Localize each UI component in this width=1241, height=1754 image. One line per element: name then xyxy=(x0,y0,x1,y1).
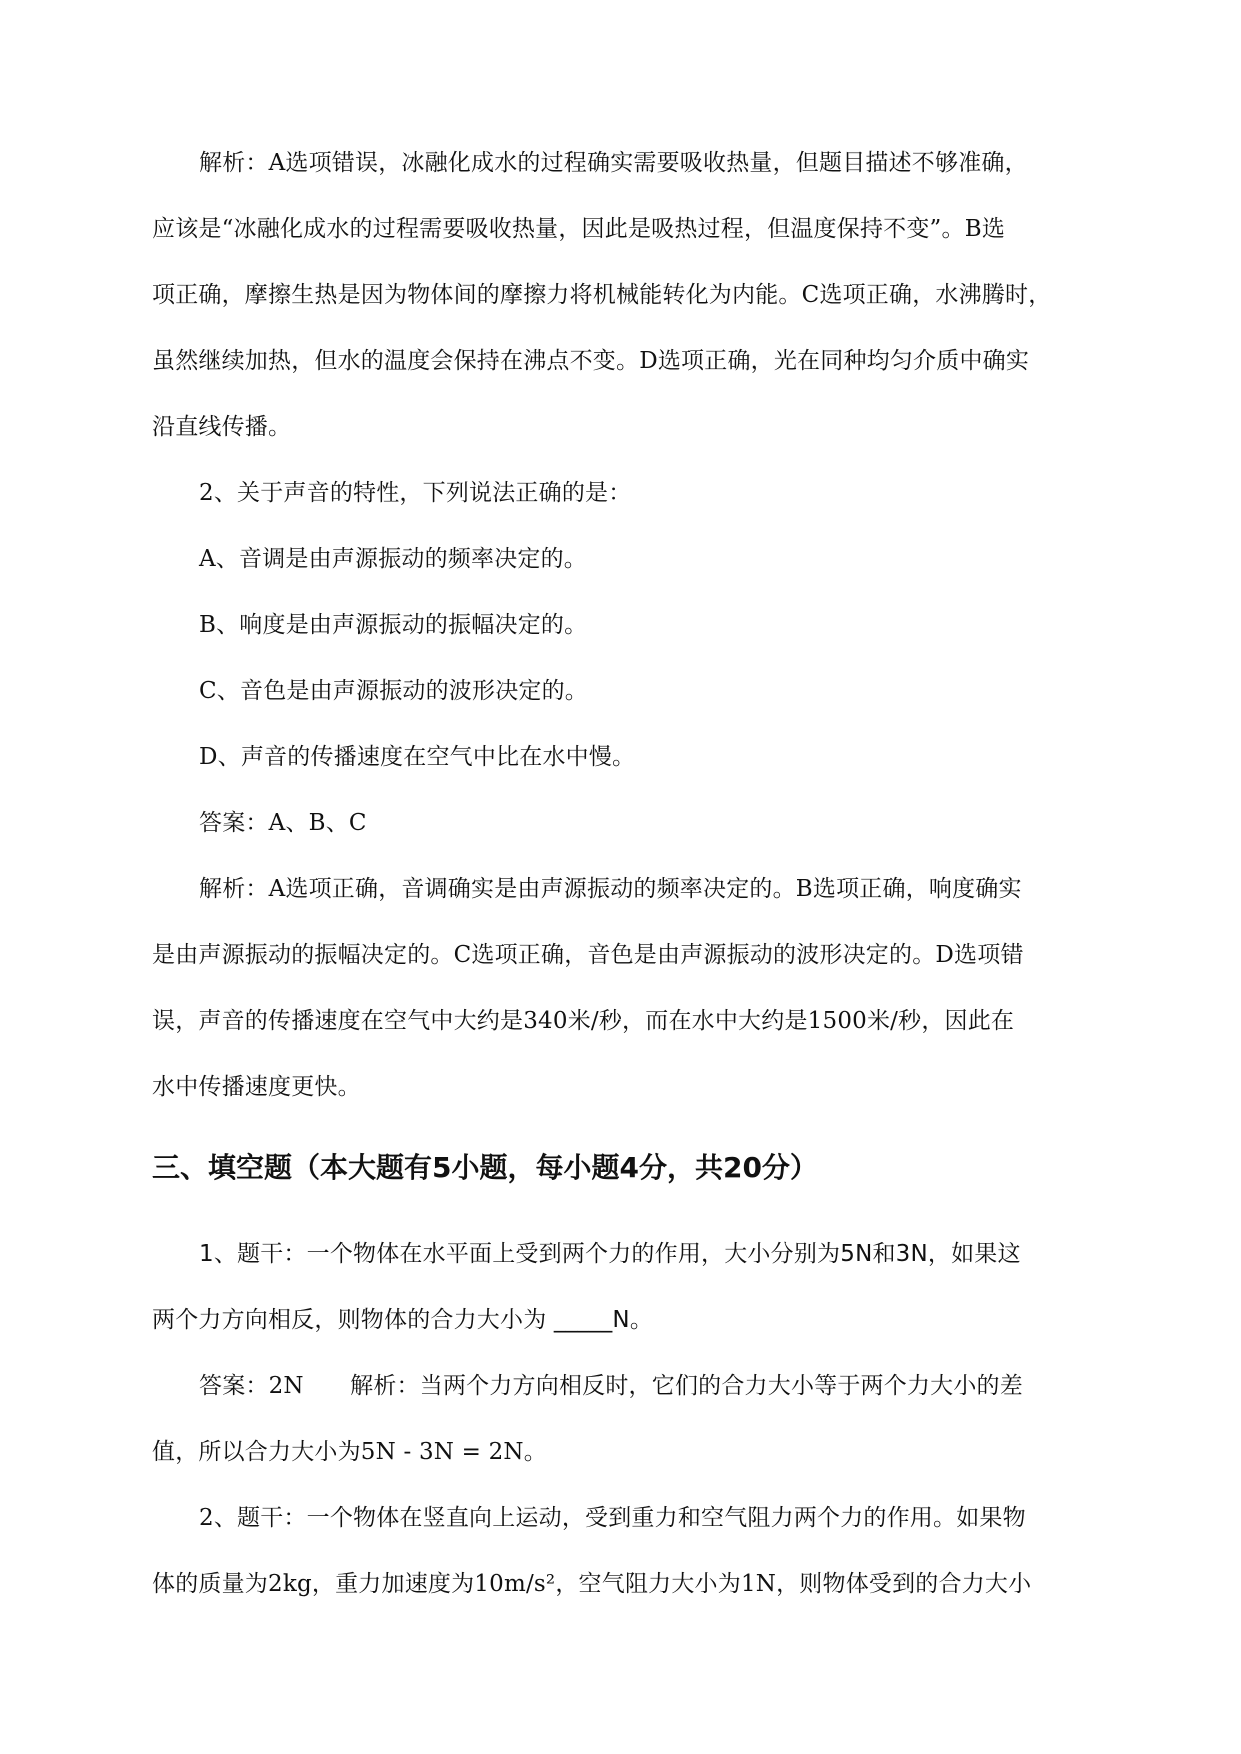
q2-answer: 答案：A、B、C xyxy=(199,810,367,836)
fill-q1-answer-line-2: 值，所以合力大小为5N - 3N = 2N。 xyxy=(152,1439,547,1465)
q1-analysis-line-4: 虽然继续加热，但水的温度会保持在沸点不变。D选项正确，光在同种均匀介质中确实 xyxy=(152,348,1030,374)
q2-analysis-line-4: 水中传播速度更快。 xyxy=(152,1074,361,1100)
q1-analysis-line-5: 沿直线传播。 xyxy=(152,414,292,440)
q2-analysis-line-2: 是由声源振动的振幅决定的。C选项正确，音色是由声源振动的波形决定的。D选项错 xyxy=(152,942,1024,968)
q2-option-c: C、音色是由声源振动的波形决定的。 xyxy=(199,678,588,704)
q1-analysis-line-1: 解析：A选项错误，冰融化成水的过程确实需要吸收热量，但题目描述不够准确， xyxy=(199,150,1028,176)
q2-option-a: A、音调是由声源振动的频率决定的。 xyxy=(199,546,588,572)
fill-q2-line-2: 体的质量为2kg，重力加速度为10m/s²，空气阻力大小为1N，则物体受到的合力大小 xyxy=(152,1571,1032,1597)
section-heading-fill-in-blank: 三、填空题（本大题有5小题，每小题4分，共20分） xyxy=(152,1151,818,1184)
q2-option-b: B、响度是由声源振动的振幅决定的。 xyxy=(199,612,588,638)
fill-q1-line-1: 1、题干：一个物体在水平面上受到两个力的作用，大小分别为5N和3N，如果这 xyxy=(199,1241,1021,1267)
fill-q1-answer-line-1: 答案：2N 解析：当两个力方向相反时，它们的合力大小等于两个力大小的差 xyxy=(199,1373,1023,1399)
q1-analysis-line-2: 应该是“冰融化成水的过程需要吸收热量，因此是吸热过程，但温度保持不变”。B选 xyxy=(152,216,1006,242)
q2-analysis-line-1: 解析：A选项正确，音调确实是由声源振动的频率决定的。B选项正确，响度确实 xyxy=(199,876,1022,902)
q2-analysis-line-3: 误，声音的传播速度在空气中大约是340米/秒，而在水中大约是1500米/秒，因此在 xyxy=(152,1008,1015,1034)
fill-q1-line-2: 两个力方向相反，则物体的合力大小为 _____N。 xyxy=(152,1307,654,1333)
fill-q2-line-1: 2、题干：一个物体在竖直向上运动，受到重力和空气阻力两个力的作用。如果物 xyxy=(199,1505,1026,1531)
q2-option-d: D、声音的传播速度在空气中比在水中慢。 xyxy=(199,744,636,770)
q1-analysis-line-3: 项正确，摩擦生热是因为物体间的摩擦力将机械能转化为内能。C选项正确，水沸腾时， xyxy=(152,282,1052,308)
q2-stem: 2、关于声音的特性，下列说法正确的是： xyxy=(199,480,632,506)
